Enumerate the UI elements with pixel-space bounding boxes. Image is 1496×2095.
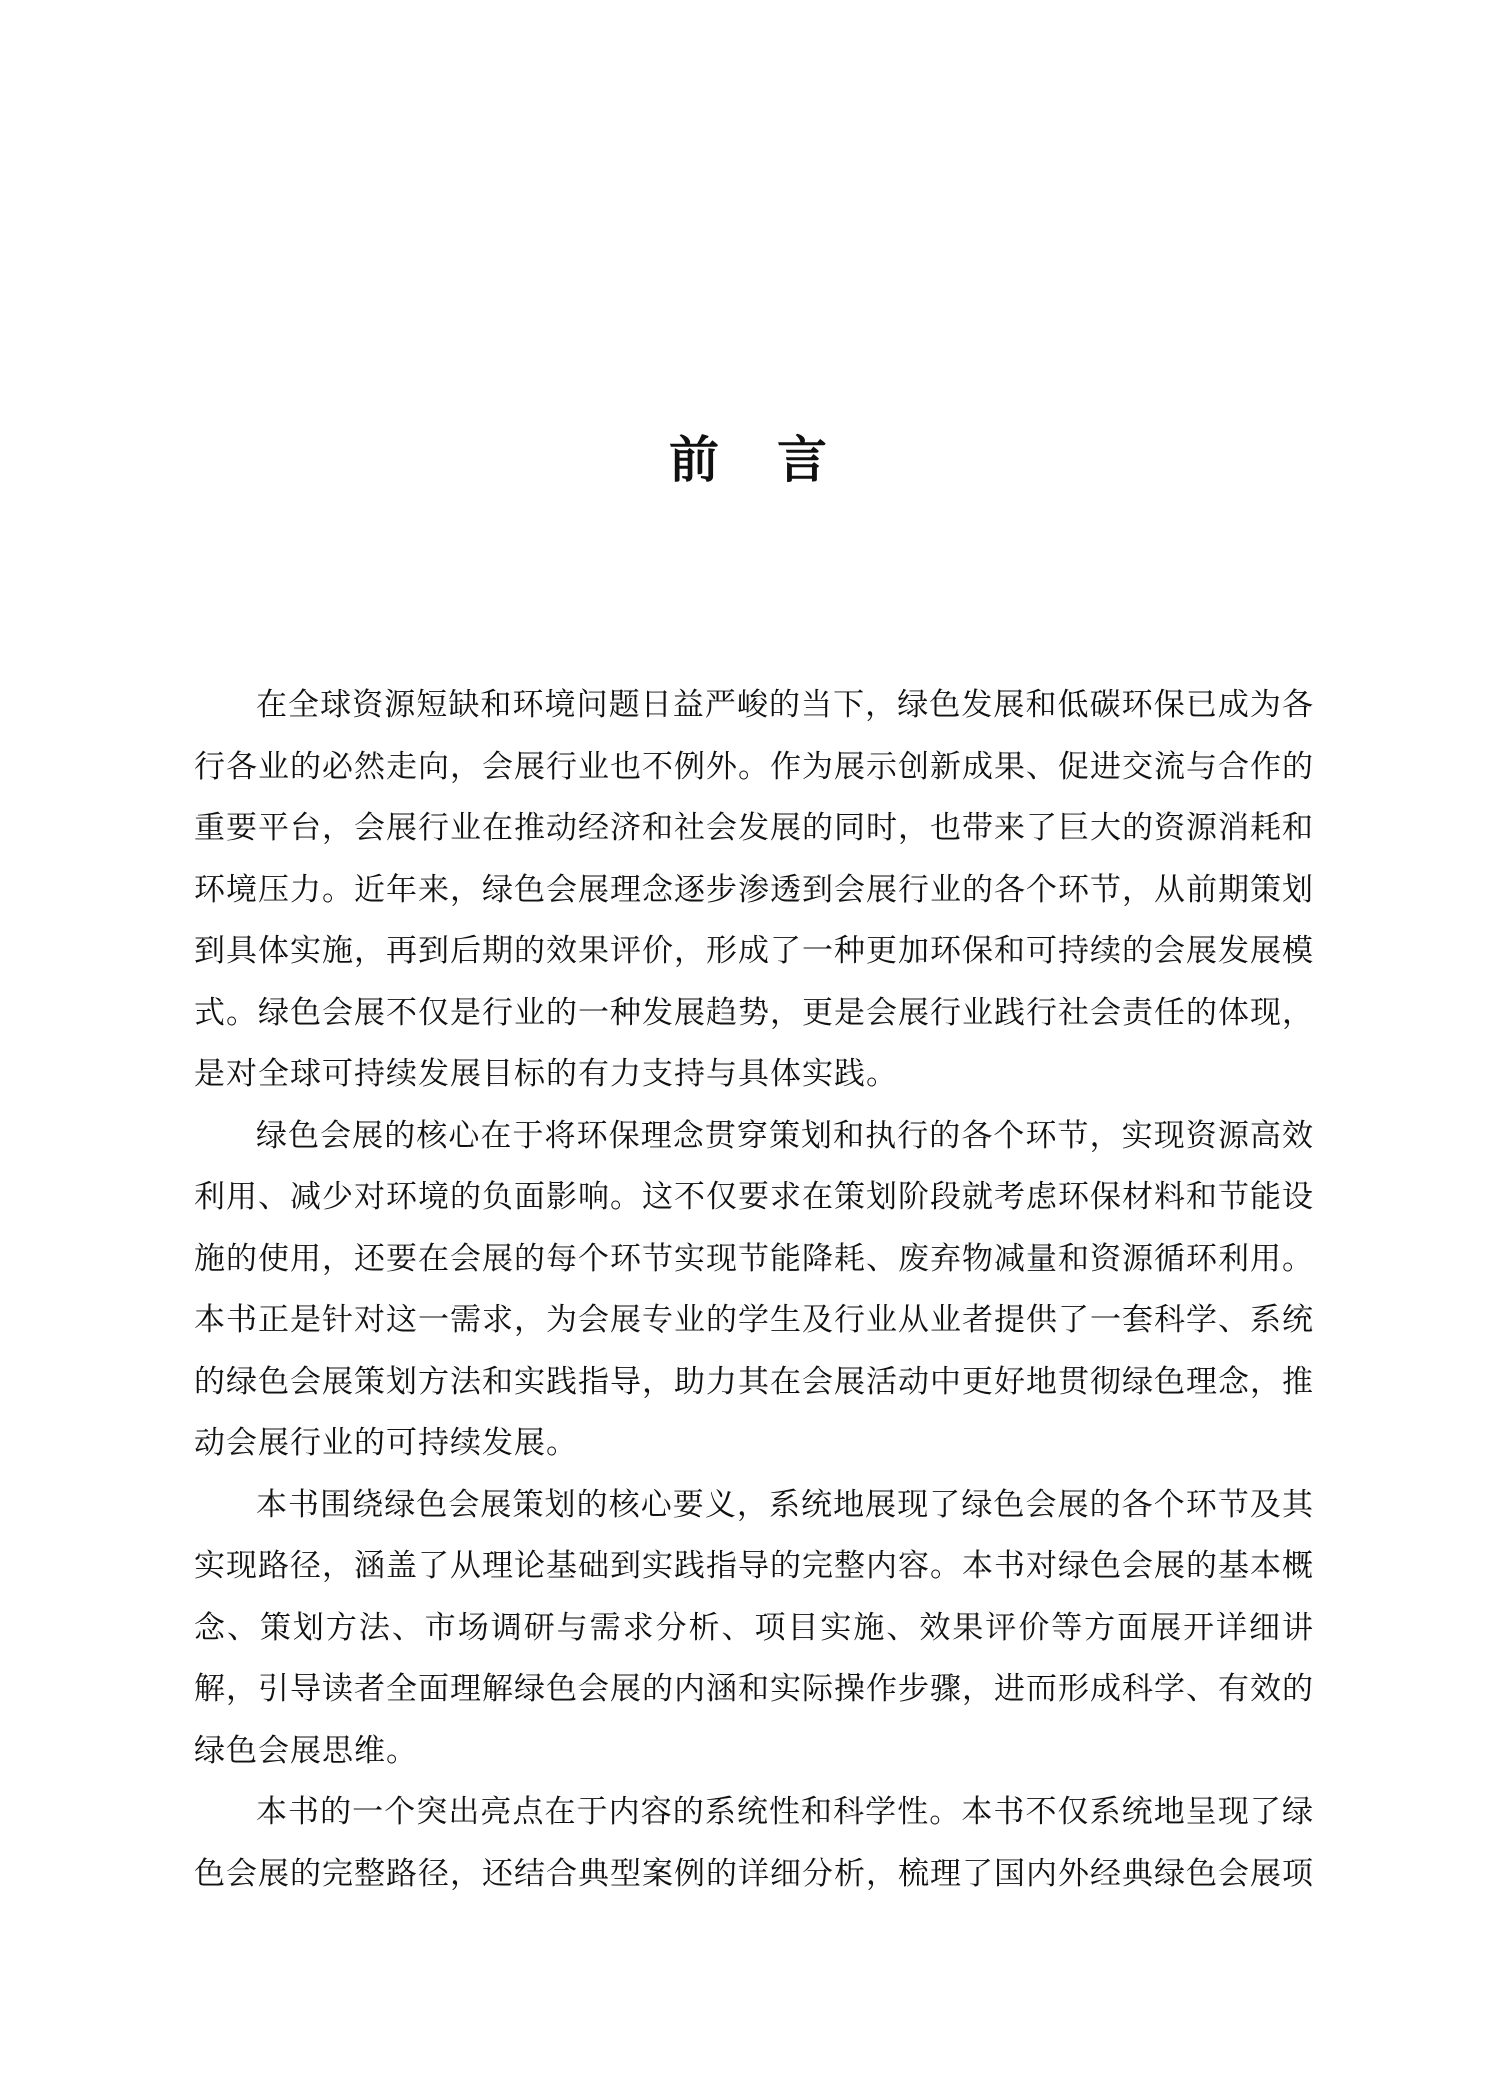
paragraph-1: 在全球资源短缺和环境问题日益严峻的当下，绿色发展和低碳环保已成为各行各业的必然走向，会展行业也不例外。作为展示创新成果、促进交流与合作的重要平台，会展行业在推动经济和社会发展的同时，也带来了巨大的资源消耗和环境压力。近年来，绿色会展理念逐步渗透到会展行业的各个环节，从前期策划到具体实施，再到后期的效果评价，形成了一种更加环保和可持续的会展发展模式。绿色会展不仅是行业的一种发展趋势，更是会展行业践行社会责任的体现，是对全球可持续发展目标的有力支持与具体实践。	[194, 687, 1314, 1092]
title-char-2: 言	[777, 430, 827, 489]
preface-body	[194, 675, 1314, 1905]
paragraph-4: 本书的一个突出亮点在于内容的系统性和科学性。本书不仅系统地呈现了绿色会展的完整路径，还结合典型案例的详细分析，梳理了国内外经典绿色会展项	[194, 1794, 1314, 1892]
paragraph-3: 本书围绕绿色会展策划的核心要义，系统地展现了绿色会展的各个环节及其实现路径，涵盖了从理论基础到实践指导的完整内容。本书对绿色会展的基本概念、策划方法、市场调研与需求分析、项目实施、效果评价等方面展开详细讲解，引导读者全面理解绿色会展的内涵和实际操作步骤，进而形成科学、有效的绿色会展思维。	[194, 1486, 1314, 1769]
page-title	[0, 425, 1496, 495]
title-char-1: 前	[669, 430, 719, 489]
paragraph-2: 绿色会展的核心在于将环保理念贯穿策划和执行的各个环节，实现资源高效利用、减少对环境的负面影响。这不仅要求在策划阶段就考虑环保材料和节能设施的使用，还要在会展的每个环节实现节能降耗、废弃物减量和资源循环利用。本书正是针对这一需求，为会展专业的学生及行业从业者提供了一套科学、系统的绿色会展策划方法和实践指导，助力其在会展活动中更好地贯彻绿色理念，推动会展行业的可持续发展。	[194, 1117, 1314, 1461]
